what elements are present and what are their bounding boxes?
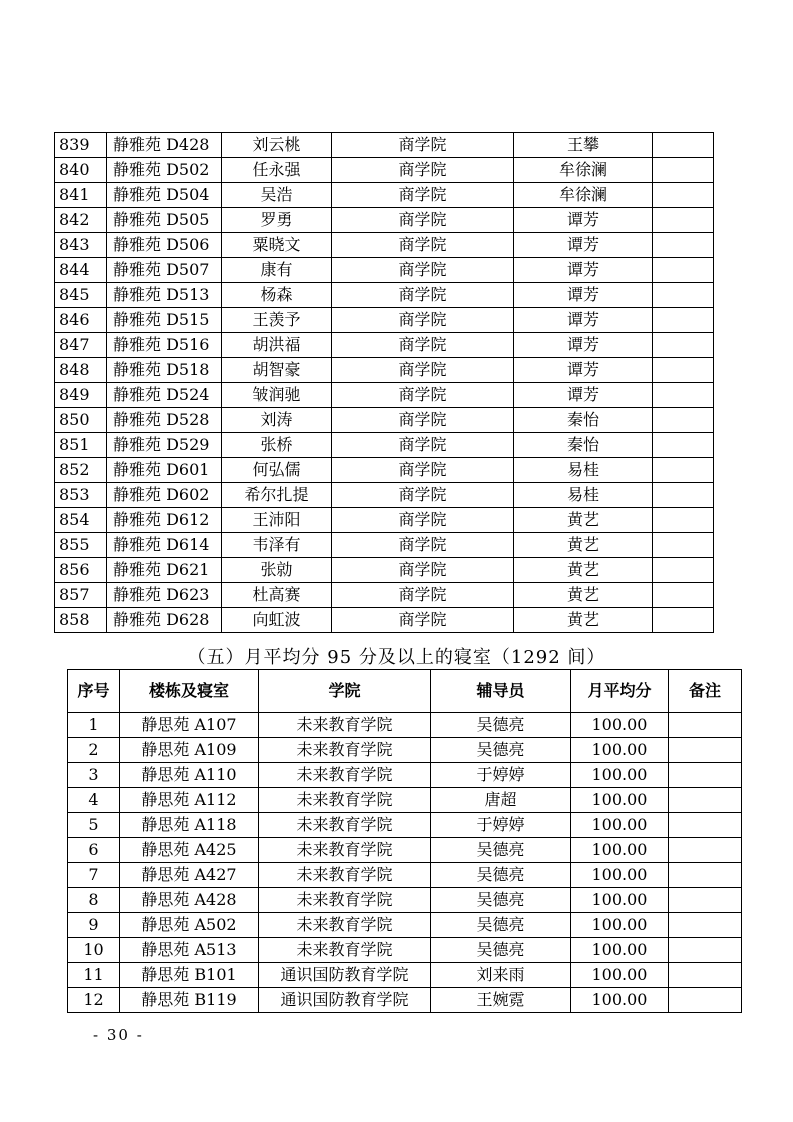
building-room-cell: 静思苑 A109 [120,738,259,763]
counselor-cell: 黄艺 [514,508,653,533]
building-room-cell: 静思苑 A502 [120,913,259,938]
college-cell: 商学院 [332,558,514,583]
counselor-cell: 谭芳 [514,258,653,283]
remarks-cell [653,533,714,558]
building-room-cell: 静雅苑 D524 [107,383,222,408]
college-cell: 通识国防教育学院 [259,988,431,1013]
building-room-cell: 静雅苑 D614 [107,533,222,558]
table-row [68,913,742,938]
college-cell: 商学院 [332,583,514,608]
student-name-cell: 何弘儒 [222,458,332,483]
header-counselor: 辅导员 [431,670,571,713]
building-room-cell: 静雅苑 D602 [107,483,222,508]
remarks-cell [653,308,714,333]
monthly-average-cell: 100.00 [571,813,669,838]
counselor-cell: 牟徐澜 [514,183,653,208]
row-number-cell: 842 [55,208,107,233]
remarks-cell [669,813,742,838]
college-cell: 未来教育学院 [259,938,431,963]
student-name-cell: 王羡予 [222,308,332,333]
student-name-cell: 粟晓文 [222,233,332,258]
college-cell: 商学院 [332,258,514,283]
counselor-cell: 秦怡 [514,408,653,433]
table-row [55,383,714,408]
student-name-cell: 任永强 [222,158,332,183]
table-row [55,508,714,533]
building-room-cell: 静雅苑 D516 [107,333,222,358]
counselor-cell: 秦怡 [514,433,653,458]
table-row [68,888,742,913]
table-row [55,533,714,558]
college-cell: 商学院 [332,308,514,333]
section-heading: （五）月平均分 95 分及以上的寝室（1292 间） [187,647,606,668]
remarks-cell [669,938,742,963]
building-room-cell: 静雅苑 D601 [107,458,222,483]
header-monthly-average: 月平均分 [571,670,669,713]
student-name-cell: 王沛阳 [222,508,332,533]
remarks-cell [669,863,742,888]
row-number-cell: 841 [55,183,107,208]
counselor-cell: 于婷婷 [431,763,571,788]
table-row [55,558,714,583]
index-cell: 12 [68,988,120,1013]
college-cell: 未来教育学院 [259,713,431,738]
index-cell: 2 [68,738,120,763]
building-room-cell: 静思苑 A110 [120,763,259,788]
college-cell: 商学院 [332,183,514,208]
remarks-cell [653,583,714,608]
student-name-cell: 康有 [222,258,332,283]
counselor-cell: 刘来雨 [431,963,571,988]
row-number-cell: 849 [55,383,107,408]
building-room-cell: 静思苑 B101 [120,963,259,988]
monthly-average-cell: 100.00 [571,913,669,938]
row-number-cell: 848 [55,358,107,383]
building-room-cell: 静思苑 B119 [120,988,259,1013]
remarks-cell [653,158,714,183]
building-room-cell: 静雅苑 D529 [107,433,222,458]
monthly-average-cell: 100.00 [571,963,669,988]
bottom-table-body [68,713,742,1013]
counselor-cell: 牟徐澜 [514,158,653,183]
college-cell: 未来教育学院 [259,838,431,863]
building-room-cell: 静雅苑 D518 [107,358,222,383]
counselor-cell: 王婉霓 [431,988,571,1013]
monthly-average-cell: 100.00 [571,938,669,963]
college-cell: 未来教育学院 [259,763,431,788]
remarks-cell [669,713,742,738]
building-room-cell: 静雅苑 D502 [107,158,222,183]
remarks-cell [669,888,742,913]
college-cell: 商学院 [332,508,514,533]
page-number: - 30 - [93,1026,144,1044]
row-number-cell: 855 [55,533,107,558]
row-number-cell: 857 [55,583,107,608]
counselor-cell: 谭芳 [514,308,653,333]
student-name-cell: 杜高赛 [222,583,332,608]
index-cell: 3 [68,763,120,788]
remarks-cell [653,408,714,433]
college-cell: 商学院 [332,408,514,433]
college-cell: 商学院 [332,458,514,483]
building-room-cell: 静雅苑 D504 [107,183,222,208]
row-number-cell: 852 [55,458,107,483]
row-number-cell: 845 [55,283,107,308]
header-building-room: 楼栋及寝室 [120,670,259,713]
table-row [55,258,714,283]
monthly-average-cell: 100.00 [571,788,669,813]
student-name-cell: 刘云桃 [222,133,332,158]
building-room-cell: 静雅苑 D507 [107,258,222,283]
building-room-cell: 静雅苑 D612 [107,508,222,533]
row-number-cell: 850 [55,408,107,433]
row-number-cell: 839 [55,133,107,158]
college-cell: 商学院 [332,158,514,183]
building-room-cell: 静雅苑 D506 [107,233,222,258]
student-name-cell: 胡洪福 [222,333,332,358]
table-row [55,408,714,433]
row-number-cell: 856 [55,558,107,583]
college-cell: 未来教育学院 [259,813,431,838]
table-row [55,308,714,333]
remarks-cell [653,383,714,408]
student-name-cell: 向虹波 [222,608,332,633]
building-room-cell: 静雅苑 D628 [107,608,222,633]
remarks-cell [653,233,714,258]
remarks-cell [669,988,742,1013]
counselor-cell: 吴德亮 [431,938,571,963]
table-row [55,283,714,308]
monthly-average-cell: 100.00 [571,838,669,863]
counselor-cell: 王攀 [514,133,653,158]
counselor-cell: 谭芳 [514,208,653,233]
header-index: 序号 [68,670,120,713]
table-row [55,233,714,258]
building-room-cell: 静雅苑 D513 [107,283,222,308]
college-cell: 未来教育学院 [259,863,431,888]
college-cell: 未来教育学院 [259,788,431,813]
remarks-cell [653,358,714,383]
college-cell: 商学院 [332,383,514,408]
table-row [68,713,742,738]
college-cell: 未来教育学院 [259,738,431,763]
remarks-cell [669,788,742,813]
row-number-cell: 851 [55,433,107,458]
student-name-cell: 吴浩 [222,183,332,208]
row-number-cell: 844 [55,258,107,283]
table-row [55,458,714,483]
remarks-cell [669,763,742,788]
counselor-cell: 谭芳 [514,333,653,358]
index-cell: 7 [68,863,120,888]
college-cell: 商学院 [332,483,514,508]
building-room-cell: 静雅苑 D505 [107,208,222,233]
counselor-cell: 谭芳 [514,383,653,408]
index-cell: 11 [68,963,120,988]
monthly-average-cell: 100.00 [571,738,669,763]
index-cell: 10 [68,938,120,963]
counselor-cell: 谭芳 [514,358,653,383]
top-dormitory-table [54,132,714,633]
building-room-cell: 静雅苑 D428 [107,133,222,158]
counselor-cell: 吴德亮 [431,738,571,763]
student-name-cell: 皱润驰 [222,383,332,408]
table-row [55,483,714,508]
high-score-dormitory-table [67,669,742,1013]
table-row [68,863,742,888]
college-cell: 未来教育学院 [259,888,431,913]
monthly-average-cell: 100.00 [571,713,669,738]
index-cell: 8 [68,888,120,913]
table-row [55,583,714,608]
remarks-cell [653,133,714,158]
building-room-cell: 静思苑 A425 [120,838,259,863]
table-row [68,788,742,813]
remarks-cell [653,208,714,233]
counselor-cell: 谭芳 [514,233,653,258]
counselor-cell: 谭芳 [514,283,653,308]
row-number-cell: 847 [55,333,107,358]
building-room-cell: 静思苑 A107 [120,713,259,738]
remarks-cell [653,483,714,508]
monthly-average-cell: 100.00 [571,988,669,1013]
student-name-cell: 韦泽有 [222,533,332,558]
building-room-cell: 静雅苑 D515 [107,308,222,333]
table-row [68,963,742,988]
counselor-cell: 吴德亮 [431,913,571,938]
table-row [55,433,714,458]
remarks-cell [653,558,714,583]
remarks-cell [653,433,714,458]
table-row [55,183,714,208]
counselor-cell: 黄艺 [514,533,653,558]
table-row [55,208,714,233]
building-room-cell: 静思苑 A428 [120,888,259,913]
college-cell: 商学院 [332,233,514,258]
college-cell: 商学院 [332,208,514,233]
monthly-average-cell: 100.00 [571,763,669,788]
student-name-cell: 刘涛 [222,408,332,433]
remarks-cell [669,913,742,938]
college-cell: 未来教育学院 [259,913,431,938]
table-row [55,358,714,383]
remarks-cell [653,283,714,308]
table-header-row [68,670,742,713]
index-cell: 4 [68,788,120,813]
counselor-cell: 吴德亮 [431,713,571,738]
college-cell: 商学院 [332,133,514,158]
counselor-cell: 易桂 [514,483,653,508]
college-cell: 商学院 [332,433,514,458]
counselor-cell: 吴德亮 [431,888,571,913]
table-row [55,133,714,158]
remarks-cell [669,838,742,863]
building-room-cell: 静思苑 A427 [120,863,259,888]
header-remarks: 备注 [669,670,742,713]
remarks-cell [653,458,714,483]
row-number-cell: 840 [55,158,107,183]
college-cell: 商学院 [332,283,514,308]
counselor-cell: 易桂 [514,458,653,483]
row-number-cell: 853 [55,483,107,508]
counselor-cell: 唐超 [431,788,571,813]
student-name-cell: 胡智豪 [222,358,332,383]
building-room-cell: 静思苑 A118 [120,813,259,838]
row-number-cell: 843 [55,233,107,258]
building-room-cell: 静雅苑 D621 [107,558,222,583]
remarks-cell [653,183,714,208]
index-cell: 9 [68,913,120,938]
table-row [68,763,742,788]
counselor-cell: 吴德亮 [431,863,571,888]
counselor-cell: 黄艺 [514,608,653,633]
row-number-cell: 854 [55,508,107,533]
table-row [68,938,742,963]
monthly-average-cell: 100.00 [571,888,669,913]
student-name-cell: 张勍 [222,558,332,583]
remarks-cell [653,608,714,633]
table-row [55,608,714,633]
index-cell: 6 [68,838,120,863]
college-cell: 商学院 [332,608,514,633]
student-name-cell: 张桥 [222,433,332,458]
remarks-cell [653,508,714,533]
index-cell: 1 [68,713,120,738]
building-room-cell: 静思苑 A112 [120,788,259,813]
header-college: 学院 [259,670,431,713]
remarks-cell [669,738,742,763]
college-cell: 商学院 [332,333,514,358]
building-room-cell: 静雅苑 D528 [107,408,222,433]
top-table-body [55,133,714,633]
remarks-cell [653,333,714,358]
building-room-cell: 静思苑 A513 [120,938,259,963]
index-cell: 5 [68,813,120,838]
college-cell: 商学院 [332,358,514,383]
student-name-cell: 希尔扎提 [222,483,332,508]
student-name-cell: 罗勇 [222,208,332,233]
table-row [55,333,714,358]
counselor-cell: 吴德亮 [431,838,571,863]
remarks-cell [669,963,742,988]
table-row [68,738,742,763]
row-number-cell: 846 [55,308,107,333]
row-number-cell: 858 [55,608,107,633]
counselor-cell: 于婷婷 [431,813,571,838]
table-row [55,158,714,183]
table-row [68,988,742,1013]
table-row [68,813,742,838]
college-cell: 商学院 [332,533,514,558]
student-name-cell: 杨森 [222,283,332,308]
counselor-cell: 黄艺 [514,558,653,583]
building-room-cell: 静雅苑 D623 [107,583,222,608]
table-row [68,838,742,863]
college-cell: 通识国防教育学院 [259,963,431,988]
monthly-average-cell: 100.00 [571,863,669,888]
remarks-cell [653,258,714,283]
counselor-cell: 黄艺 [514,583,653,608]
